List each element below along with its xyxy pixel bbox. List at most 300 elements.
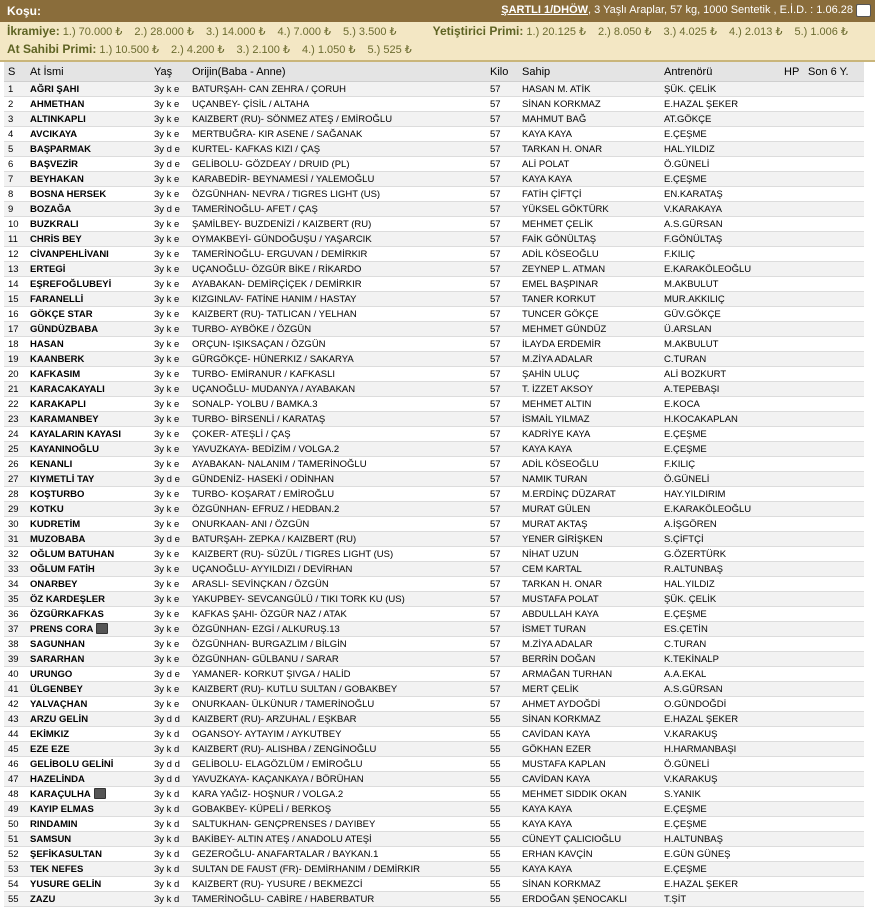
table-row[interactable]: [4, 307, 864, 322]
trainer-cell: [660, 292, 780, 307]
horse-name-cell[interactable]: [26, 832, 150, 847]
owner-cell: [518, 862, 660, 877]
origin-text: ÖZGÜNHAN- EZGİ / ALKURUŞ.13: [192, 623, 340, 635]
owner-cell: [518, 112, 660, 127]
col-header-yas[interactable]: Yaş: [150, 62, 188, 82]
weight-cell: [486, 397, 518, 412]
weight-text: 55: [490, 713, 501, 725]
horse-name-text[interactable]: SAMSUN: [30, 833, 72, 845]
row-no-cell: [4, 727, 26, 742]
weight-text: 57: [490, 98, 501, 110]
table-row[interactable]: [4, 562, 864, 577]
horse-name-cell[interactable]: [26, 517, 150, 532]
hp-cell: [780, 682, 804, 697]
owner-cell: [518, 427, 660, 442]
table-row[interactable]: [4, 667, 864, 682]
age-text: 3y k e: [154, 428, 180, 440]
age-text: 3y k e: [154, 518, 180, 530]
horse-name-cell[interactable]: [26, 652, 150, 667]
horse-name-cell[interactable]: [26, 877, 150, 892]
hp-cell: [780, 517, 804, 532]
table-row[interactable]: [4, 472, 864, 487]
table-row[interactable]: [4, 817, 864, 832]
table-row[interactable]: [4, 697, 864, 712]
horse-name-cell[interactable]: [26, 307, 150, 322]
horse-name-cell[interactable]: [26, 397, 150, 412]
horse-name-text[interactable]: CHRİS BEY: [30, 233, 82, 245]
table-row[interactable]: [4, 367, 864, 382]
horse-name-text[interactable]: HASAN: [30, 338, 64, 350]
row-no-cell: [4, 577, 26, 592]
trainer-cell: [660, 802, 780, 817]
weight-text: 57: [490, 533, 501, 545]
horse-name-cell[interactable]: [26, 802, 150, 817]
table-row[interactable]: [4, 892, 864, 907]
horse-name-text[interactable]: KAYIP ELMAS: [30, 803, 94, 815]
col-header-at-ismi[interactable]: At İsmi: [26, 62, 150, 82]
horse-name-cell[interactable]: [26, 607, 150, 622]
row-no-text: 1: [8, 83, 14, 95]
horse-name-text[interactable]: BAŞPARMAK: [30, 143, 92, 155]
col-header-hp[interactable]: HP: [780, 62, 804, 82]
horse-name-cell[interactable]: [26, 292, 150, 307]
horse-name-text[interactable]: SAGUNHAN: [30, 638, 85, 650]
row-no-text: 13: [8, 263, 19, 275]
hp-cell: [780, 757, 804, 772]
horse-name-text[interactable]: KIYMETLİ TAY: [30, 473, 95, 485]
horse-name-cell[interactable]: [26, 487, 150, 502]
table-row[interactable]: [4, 637, 864, 652]
horse-name-text[interactable]: ERTEGİ: [30, 263, 66, 275]
son6-cell: [804, 742, 864, 757]
horse-name-text[interactable]: ŞEFİKASULTAN: [30, 848, 102, 860]
origin-cell: [188, 127, 486, 142]
table-row[interactable]: [4, 847, 864, 862]
horse-name-cell[interactable]: [26, 157, 150, 172]
table-row[interactable]: [4, 202, 864, 217]
age-cell: [150, 502, 188, 517]
age-cell: [150, 382, 188, 397]
horse-name-cell[interactable]: [26, 727, 150, 742]
age-cell: [150, 352, 188, 367]
horse-name-text[interactable]: ARZU GELİN: [30, 713, 89, 725]
origin-text: ONURKAAN- ÜLKÜNUR / TAMERİNOĞLU: [192, 698, 375, 710]
table-row[interactable]: [4, 787, 864, 802]
horse-name-text[interactable]: ONARBEY: [30, 578, 78, 590]
trainer-text: E.ÇEŞME: [664, 803, 707, 815]
horse-name-cell[interactable]: [26, 622, 150, 637]
row-no-cell: [4, 247, 26, 262]
owner-text: CÜNEYT ÇALICIOĞLU: [522, 833, 622, 845]
horse-name-cell[interactable]: [26, 127, 150, 142]
horse-name-text[interactable]: RINDAMIN: [30, 818, 78, 830]
table-row[interactable]: [4, 757, 864, 772]
table-row[interactable]: [4, 277, 864, 292]
weight-cell: [486, 157, 518, 172]
horse-name-cell[interactable]: [26, 712, 150, 727]
age-cell: [150, 427, 188, 442]
table-row[interactable]: [4, 772, 864, 787]
horse-name-cell[interactable]: [26, 577, 150, 592]
horse-name-cell[interactable]: [26, 697, 150, 712]
horse-name-text[interactable]: BAŞVEZİR: [30, 158, 79, 170]
table-row[interactable]: [4, 187, 864, 202]
horse-name-text[interactable]: MUZOBABA: [30, 533, 86, 545]
age-text: 3y k d: [154, 788, 180, 800]
horse-name-cell[interactable]: [26, 412, 150, 427]
table-row[interactable]: [4, 592, 864, 607]
horse-name-text[interactable]: ÜLGENBEY: [30, 683, 83, 695]
table-row[interactable]: [4, 457, 864, 472]
son6-cell: [804, 367, 864, 382]
table-row[interactable]: [4, 742, 864, 757]
horse-name-text[interactable]: EŞREFOĞLUBEYİ: [30, 278, 112, 290]
horse-name-cell[interactable]: [26, 637, 150, 652]
hp-cell: [780, 217, 804, 232]
horse-name-text[interactable]: OĞLUM FATİH: [30, 563, 95, 575]
table-row[interactable]: [4, 832, 864, 847]
horse-name-text[interactable]: KARAKAPLI: [30, 398, 86, 410]
horse-name-text[interactable]: YUSURE GELİN: [30, 878, 102, 890]
table-row[interactable]: [4, 172, 864, 187]
horse-name-cell[interactable]: [26, 427, 150, 442]
age-text: 3y k e: [154, 563, 180, 575]
age-cell: [150, 757, 188, 772]
horse-name-cell[interactable]: [26, 817, 150, 832]
table-row[interactable]: [4, 802, 864, 817]
row-no-cell: [4, 157, 26, 172]
horse-name-text[interactable]: FARANELLİ: [30, 293, 84, 305]
horse-name-cell[interactable]: [26, 772, 150, 787]
col-header-sahip[interactable]: Sahip: [518, 62, 660, 82]
horse-name-text[interactable]: URUNGO: [30, 668, 73, 680]
son6-cell: [804, 577, 864, 592]
horse-name-cell[interactable]: [26, 592, 150, 607]
horse-name-cell[interactable]: [26, 442, 150, 457]
horse-name-cell[interactable]: [26, 757, 150, 772]
table-row[interactable]: [4, 112, 864, 127]
trainer-text: A.TEPEBAŞI: [664, 383, 720, 395]
horse-name-text[interactable]: KARACAKAYALI: [30, 383, 105, 395]
horse-name-cell[interactable]: [26, 532, 150, 547]
table-row[interactable]: [4, 862, 864, 877]
origin-text: AYABAKAN- DEMİRÇİÇEK / DEMİRKIR: [192, 278, 362, 290]
ikramiye-prize-3: 3.) 14.000 ₺: [205, 26, 266, 38]
table-row[interactable]: [4, 337, 864, 352]
table-row[interactable]: [4, 292, 864, 307]
row-no-text: 42: [8, 698, 19, 710]
col-header-kilo[interactable]: Kilo: [486, 62, 518, 82]
hp-cell: [780, 262, 804, 277]
weight-text: 57: [490, 458, 501, 470]
col-header-orijin[interactable]: Orijin(Baba - Anne): [188, 62, 486, 82]
horse-name-text[interactable]: BOSNA HERSEK: [30, 188, 107, 200]
origin-cell: [188, 787, 486, 802]
horse-name-cell[interactable]: [26, 742, 150, 757]
origin-cell: [188, 562, 486, 577]
horse-name-cell[interactable]: [26, 457, 150, 472]
table-row[interactable]: [4, 877, 864, 892]
horse-name-text[interactable]: BUZKRALI: [30, 218, 79, 230]
hp-cell: [780, 427, 804, 442]
trainer-text: E.ÇEŞME: [664, 443, 707, 455]
race-condition-link[interactable]: ŞARTLI 1/DHÖW: [501, 4, 589, 16]
horse-name-text[interactable]: OĞLUM BATUHAN: [30, 548, 115, 560]
horse-name-text[interactable]: KAFKASIM: [30, 368, 81, 380]
weight-text: 57: [490, 338, 501, 350]
origin-cell: [188, 112, 486, 127]
weight-cell: [486, 112, 518, 127]
table-row[interactable]: [4, 97, 864, 112]
table-row[interactable]: [4, 682, 864, 697]
horse-name-text[interactable]: KARAÇULHA: [30, 788, 91, 800]
horse-name-cell[interactable]: [26, 862, 150, 877]
horse-name-text[interactable]: CİVANPEHLİVANI: [30, 248, 109, 260]
horse-name-cell[interactable]: [26, 367, 150, 382]
horse-name-cell[interactable]: [26, 847, 150, 862]
table-row[interactable]: [4, 532, 864, 547]
horse-name-cell[interactable]: [26, 202, 150, 217]
table-row[interactable]: [4, 412, 864, 427]
horse-name-cell[interactable]: [26, 232, 150, 247]
horse-name-cell[interactable]: [26, 562, 150, 577]
table-row[interactable]: [4, 352, 864, 367]
row-no-cell: [4, 172, 26, 187]
trainer-text: G.ÖZERTÜRK: [664, 548, 727, 560]
col-header-s[interactable]: S: [4, 62, 26, 82]
age-text: 3y k e: [154, 293, 180, 305]
row-no-cell: [4, 217, 26, 232]
weight-text: 57: [490, 503, 501, 515]
row-no-cell: [4, 532, 26, 547]
age-cell: [150, 157, 188, 172]
table-row[interactable]: [4, 127, 864, 142]
horse-name-text[interactable]: ALTINKAPLI: [30, 113, 86, 125]
weight-cell: [486, 517, 518, 532]
weight-text: 57: [490, 578, 501, 590]
horse-name-text[interactable]: TEK NEFES: [30, 863, 84, 875]
row-no-cell: [4, 307, 26, 322]
table-row[interactable]: [4, 712, 864, 727]
horse-name-cell[interactable]: [26, 502, 150, 517]
origin-cell: [188, 532, 486, 547]
age-text: 3y k e: [154, 608, 180, 620]
age-text: 3y k e: [154, 113, 180, 125]
horse-name-cell[interactable]: [26, 142, 150, 157]
table-row[interactable]: [4, 517, 864, 532]
trainer-cell: [660, 142, 780, 157]
horse-name-cell[interactable]: [26, 682, 150, 697]
table-row[interactable]: [4, 727, 864, 742]
horse-name-text[interactable]: KAYANINOĞLU: [30, 443, 99, 455]
table-row[interactable]: [4, 82, 864, 97]
origin-cell: [188, 727, 486, 742]
origin-cell: [188, 712, 486, 727]
horse-name-text[interactable]: GÜNDÜZBABA: [30, 323, 99, 335]
trainer-cell: [660, 502, 780, 517]
hp-cell: [780, 232, 804, 247]
hp-cell: [780, 412, 804, 427]
horse-name-cell[interactable]: [26, 187, 150, 202]
origin-cell: [188, 292, 486, 307]
horse-name-text[interactable]: ZAZU: [30, 893, 56, 905]
horse-name-cell[interactable]: [26, 382, 150, 397]
row-no-text: 3: [8, 113, 14, 125]
table-row[interactable]: [4, 487, 864, 502]
trainer-cell: [660, 862, 780, 877]
horse-name-cell[interactable]: [26, 277, 150, 292]
horse-name-text[interactable]: AĞRI ŞAHI: [30, 83, 80, 95]
note-icon[interactable]: [96, 623, 108, 634]
table-row[interactable]: [4, 397, 864, 412]
age-text: 3y k e: [154, 383, 180, 395]
table-row[interactable]: [4, 652, 864, 667]
origin-text: ÖZGÜNHAN- EFRUZ / HEDBAN.2: [192, 503, 340, 515]
son6-cell: [804, 817, 864, 832]
horse-name-text[interactable]: AHMETHAN: [30, 98, 85, 110]
table-row[interactable]: [4, 232, 864, 247]
horse-name-text[interactable]: BOZAĞA: [30, 203, 72, 215]
origin-cell: [188, 397, 486, 412]
horse-name-text[interactable]: EKİMKIZ: [30, 728, 70, 740]
weight-cell: [486, 532, 518, 547]
horse-name-cell[interactable]: [26, 82, 150, 97]
horse-name-text[interactable]: KOŞTURBO: [30, 488, 85, 500]
trainer-text: V.KARAKUŞ: [664, 773, 718, 785]
horse-name-text[interactable]: GELİBOLU GELİNİ: [30, 758, 114, 770]
age-cell: [150, 397, 188, 412]
horse-name-text[interactable]: KAYALARIN KAYASI: [30, 428, 121, 440]
horse-name-text[interactable]: KUDRETİM: [30, 518, 81, 530]
horse-name-cell[interactable]: [26, 472, 150, 487]
weight-text: 55: [490, 818, 501, 830]
horse-name-cell[interactable]: [26, 892, 150, 907]
hp-cell: [780, 472, 804, 487]
table-row[interactable]: [4, 502, 864, 517]
weight-cell: [486, 352, 518, 367]
trainer-cell: [660, 742, 780, 757]
weight-cell: [486, 232, 518, 247]
horse-name-text[interactable]: KENANLI: [30, 458, 73, 470]
owner-cell: [518, 502, 660, 517]
table-row[interactable]: [4, 262, 864, 277]
owner-text: İSMET TURAN: [522, 623, 587, 635]
table-row[interactable]: [4, 547, 864, 562]
age-text: 3y k e: [154, 638, 180, 650]
table-row[interactable]: [4, 217, 864, 232]
horse-name-cell[interactable]: [26, 262, 150, 277]
weight-text: 55: [490, 878, 501, 890]
horse-name-text[interactable]: EZE EZE: [30, 743, 70, 755]
hp-cell: [780, 157, 804, 172]
hp-cell: [780, 742, 804, 757]
hp-cell: [780, 787, 804, 802]
table-row[interactable]: [4, 607, 864, 622]
trainer-cell: [660, 157, 780, 172]
table-row[interactable]: [4, 577, 864, 592]
table-row[interactable]: [4, 322, 864, 337]
table-row[interactable]: [4, 427, 864, 442]
trainer-text: S.ÇİFTÇİ: [664, 533, 704, 545]
age-cell: [150, 82, 188, 97]
horse-name-cell[interactable]: [26, 217, 150, 232]
trainer-text: Ö.GÜNELİ: [664, 158, 710, 170]
age-text: 3y d d: [154, 713, 180, 725]
horse-name-text[interactable]: PRENS CORA: [30, 623, 94, 635]
row-no-text: 30: [8, 518, 19, 530]
weight-cell: [486, 817, 518, 832]
weight-text: 55: [490, 773, 501, 785]
owner-text: T. İZZET AKSOY: [522, 383, 594, 395]
trainer-cell: [660, 487, 780, 502]
trainer-text: AT.GÖKÇE: [664, 113, 712, 125]
horse-name-text[interactable]: YALVAÇHAN: [30, 698, 88, 710]
age-text: 3y d d: [154, 758, 180, 770]
note-icon[interactable]: [94, 788, 106, 799]
horse-name-cell[interactable]: [26, 172, 150, 187]
horse-name-text[interactable]: KARAMANBEY: [30, 413, 99, 425]
horse-name-cell[interactable]: [26, 337, 150, 352]
age-cell: [150, 232, 188, 247]
horse-name-text[interactable]: KAANBERK: [30, 353, 85, 365]
horse-name-text[interactable]: HAZELİNDA: [30, 773, 85, 785]
weight-text: 57: [490, 128, 501, 140]
owner-text: BERRİN DOĞAN: [522, 653, 596, 665]
table-row[interactable]: [4, 247, 864, 262]
son6-cell: [804, 787, 864, 802]
trainer-text: M.AKBULUT: [664, 278, 719, 290]
horse-name-text[interactable]: GÖKÇE STAR: [30, 308, 93, 320]
table-row[interactable]: [4, 442, 864, 457]
horse-name-cell[interactable]: [26, 352, 150, 367]
horse-name-cell[interactable]: [26, 547, 150, 562]
horse-name-cell[interactable]: [26, 667, 150, 682]
table-row[interactable]: [4, 157, 864, 172]
trainer-text: E.ÇEŞME: [664, 128, 707, 140]
horse-name-text[interactable]: BEYHAKAN: [30, 173, 84, 185]
horse-name-text[interactable]: AVCIKAYA: [30, 128, 78, 140]
age-text: 3y k d: [154, 878, 180, 890]
age-text: 3y k e: [154, 488, 180, 500]
weight-cell: [486, 292, 518, 307]
col-header-son6[interactable]: Son 6 Y.: [804, 62, 864, 82]
origin-text: BAKİBEY- ALTIN ATEŞ / ANADOLU ATEŞİ: [192, 833, 372, 845]
horse-name-cell[interactable]: [26, 112, 150, 127]
table-row[interactable]: [4, 382, 864, 397]
weight-text: 55: [490, 758, 501, 770]
owner-text: SİNAN KORKMAZ: [522, 878, 601, 890]
table-row[interactable]: [4, 622, 864, 637]
col-header-antrenor[interactable]: Antrenörü: [660, 62, 780, 82]
horse-name-cell[interactable]: [26, 247, 150, 262]
table-row[interactable]: [4, 142, 864, 157]
row-no-cell: [4, 772, 26, 787]
printer-icon[interactable]: [856, 4, 871, 17]
age-text: 3y k d: [154, 803, 180, 815]
horse-name-cell[interactable]: [26, 97, 150, 112]
owner-cell: [518, 787, 660, 802]
horse-name-cell[interactable]: [26, 322, 150, 337]
prize-row-2: [0, 42, 875, 60]
horse-name-text[interactable]: ÖZ KARDEŞLER: [30, 593, 105, 605]
horse-name-text[interactable]: ÖZGÜRKAFKAS: [30, 608, 104, 620]
weight-text: 57: [490, 443, 501, 455]
horse-name-text[interactable]: SARARHAN: [30, 653, 85, 665]
horse-name-cell[interactable]: [26, 787, 150, 802]
owner-cell: [518, 562, 660, 577]
horse-name-text[interactable]: KOTKU: [30, 503, 64, 515]
row-no-text: 14: [8, 278, 19, 290]
